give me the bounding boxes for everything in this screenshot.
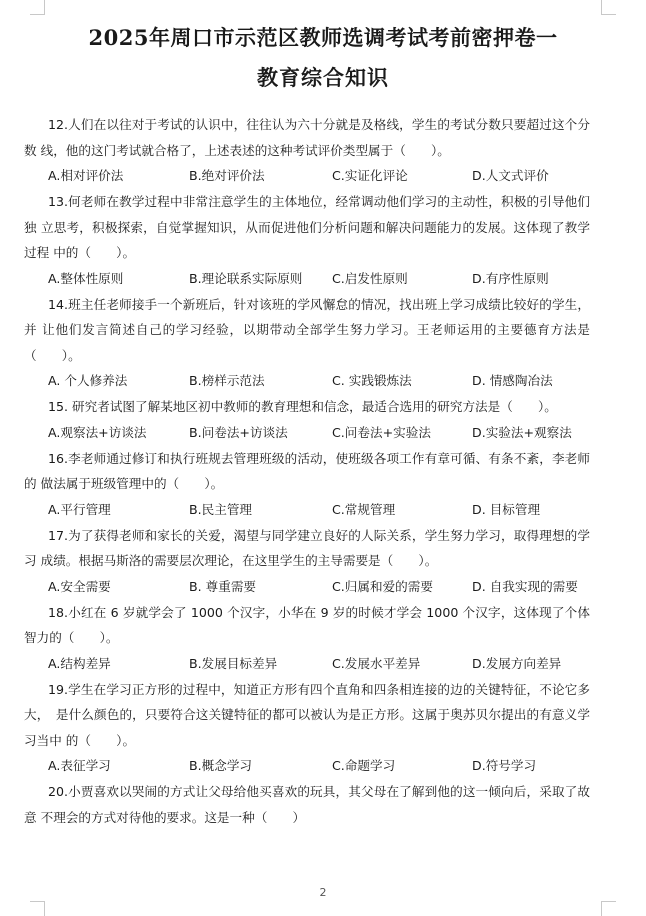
option-c[interactable]: C.发展水平差异: [332, 655, 421, 671]
option-c[interactable]: C.命题学习: [332, 758, 396, 773]
question-list: [24, 112, 590, 830]
option-c[interactable]: C.常规管理: [332, 501, 396, 517]
option-d[interactable]: D.实验法+观察法: [472, 424, 572, 440]
option-row: [24, 753, 590, 779]
page-number: 2: [319, 886, 327, 899]
option-a[interactable]: A.表征学习: [48, 758, 111, 773]
question-stem: 20.小贾喜欢以哭闹的方式让父母给他买喜欢的玩具，其父母在了解到他的这一倾向后，采取了故意 不理会的方式对待他的要求。这是一种（ ）: [24, 784, 590, 825]
question-stem: 18.小红在 6 岁就学会了 1000 个汉字，小华在 9 岁的时候才学会 1000 个汉字，这体现了个体智力的（ ）。: [24, 604, 590, 645]
option-row: [24, 368, 590, 394]
option-c[interactable]: C.实证化评论: [332, 168, 408, 183]
crop-mark-bottom-left: [30, 901, 45, 916]
option-b[interactable]: B.概念学习: [189, 758, 253, 773]
question-stem: 15. 研究者试图了解某地区初中教师的教育理想和信念，最适合选用的研究方法是（ ）。: [48, 399, 557, 414]
option-row: [24, 651, 590, 677]
crop-mark-bottom-right: [601, 901, 616, 916]
crop-mark-top-right: [601, 0, 616, 15]
option-b[interactable]: B.问卷法+访谈法: [189, 424, 288, 440]
question-stem: 17.为了获得老师和家长的关爱，渴望与同学建立良好的人际关系，学生努力学习，取得理想的学习 成绩。根据马斯洛的需要层次理论，在这里学生的主导需要是（ ）。: [24, 527, 590, 568]
question-14: [24, 292, 590, 395]
option-b[interactable]: B. 尊重需要: [189, 578, 257, 594]
question-19: [24, 677, 590, 780]
option-d[interactable]: D. 目标管理: [472, 501, 541, 517]
option-b[interactable]: B.民主管理: [189, 501, 253, 517]
option-d[interactable]: D. 情感陶冶法: [472, 373, 553, 388]
option-row: [24, 497, 590, 523]
option-a[interactable]: A.整体性原则: [48, 270, 124, 286]
option-d[interactable]: D.发展方向差异: [472, 655, 562, 671]
option-row: [24, 163, 590, 189]
option-b[interactable]: B.理论联系实际原则: [189, 270, 303, 286]
option-a[interactable]: A.安全需要: [48, 578, 111, 594]
exam-subtitle: 教育综合知识: [257, 65, 389, 90]
option-row: [24, 420, 590, 446]
question-12: [24, 112, 590, 189]
question-13: [24, 189, 590, 292]
option-a[interactable]: A.相对评价法: [48, 168, 124, 183]
option-b[interactable]: B.绝对评价法: [189, 168, 265, 183]
question-18: [24, 600, 590, 677]
question-20: [24, 779, 590, 830]
option-a[interactable]: A.平行管理: [48, 501, 111, 517]
option-c[interactable]: C.启发性原则: [332, 270, 408, 286]
option-a[interactable]: A.观察法+访谈法: [48, 424, 147, 440]
crop-mark-top-left: [30, 0, 45, 15]
question-stem: 13.何老师在教学过程中非常注意学生的主体地位，经常调动他们学习的主动性，积极的引导他们独 立思考，积极探索，自觉掌握知识，从而促进他们分析问题和解决问题能力的发展。这体现了教学过程 中的（ ）。: [24, 194, 590, 260]
option-row: [24, 266, 590, 292]
option-c[interactable]: C. 实践锻炼法: [332, 373, 412, 388]
option-d[interactable]: D.符号学习: [472, 758, 537, 773]
option-b[interactable]: B.榜样示范法: [189, 373, 265, 388]
question-17: [24, 523, 590, 600]
option-c[interactable]: C.问卷法+实验法: [332, 424, 431, 440]
question-stem: 12.人们在以往对于考试的认识中，往往认为六十分就是及格线，学生的考试分数只要超过这个分数 线，他的这门考试就合格了，上述表述的这种考试评价类型属于（ ）。: [24, 117, 590, 158]
option-row: [24, 574, 590, 600]
option-d[interactable]: D.有序性原则: [472, 270, 549, 286]
question-stem: 19.学生在学习正方形的过程中，知道正方形有四个直角和四条相连接的边的关键特征，不论它多大， 是什么颜色的，只要符合这关键特征的都可以被认为是正方形。这属于奥苏贝尔提出的有意义学习当中 的（ ）。: [24, 681, 590, 748]
question-stem: 14.班主任老师接手一个新班后，针对该班的学风懈怠的情况，找出班上学习成绩比较好的学生，并 让他们发言简述自己的学习经验，以期带动全部学生努力学习。王老师运用的主要德育方法是（ ）。: [24, 296, 590, 363]
option-d[interactable]: D. 自我实现的需要: [472, 578, 578, 594]
option-a[interactable]: A. 个人修养法: [48, 373, 128, 388]
option-a[interactable]: A.结构差异: [48, 655, 111, 671]
question-15: [24, 394, 590, 446]
option-d[interactable]: D.人文式评价: [472, 168, 549, 183]
question-stem: 16.李老师通过修订和执行班规去管理班级的活动，使班级各项工作有章可循、有条不紊，李老师的 做法属于班级管理中的（ ）。: [24, 450, 590, 491]
question-16: [24, 446, 590, 523]
option-c[interactable]: C.归属和爱的需要: [332, 578, 433, 594]
option-b[interactable]: B.发展目标差异: [189, 655, 278, 671]
exam-title: 2025年周口市示范区教师选调考试考前密押卷一: [88, 25, 558, 50]
